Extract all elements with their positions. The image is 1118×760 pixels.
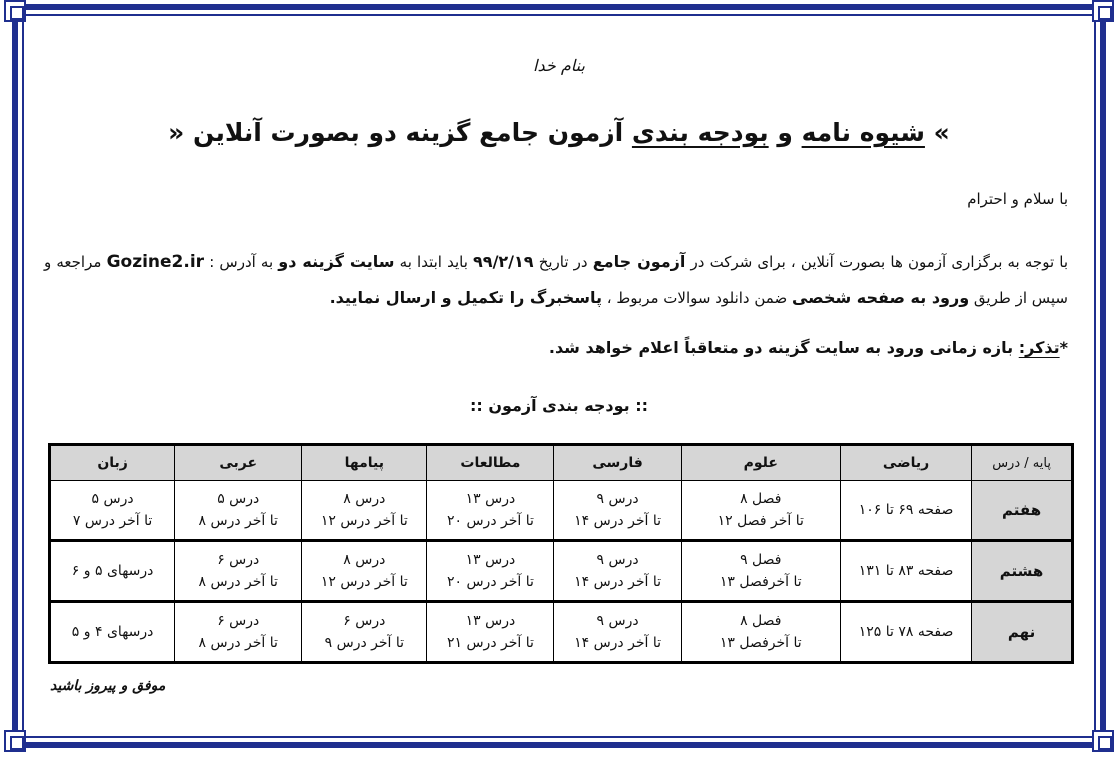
- table-cell: [427, 541, 554, 602]
- page-border-top-inner: [22, 14, 1096, 16]
- table-cell: [175, 541, 302, 602]
- table-cell: [840, 602, 971, 663]
- cell-line: تا آخرفصل ۱۳: [719, 574, 802, 590]
- cell-line: درس ۱۳: [465, 613, 516, 629]
- cell-line: درس ۹: [596, 491, 639, 507]
- title-part-3: آزمون جامع گزینه دو بصورت آنلاین: [184, 118, 632, 147]
- title-part-1: شیوه نامه: [801, 118, 925, 147]
- table-cell: [681, 602, 840, 663]
- cell-line: تا آخر درس ۱۲: [320, 574, 408, 590]
- header-english: زبان: [50, 445, 175, 481]
- cell-line: درس ۶: [343, 613, 386, 629]
- grade-cell: هفتم: [972, 481, 1073, 541]
- header-religious: پیامها: [302, 445, 427, 481]
- header-science: علوم: [681, 445, 840, 481]
- text-run: به آدرس :: [204, 253, 279, 271]
- grade-cell: هشتم: [972, 541, 1073, 602]
- bold-run: آزمون جامع: [592, 252, 686, 271]
- table-cell: [554, 541, 681, 602]
- cell-line: درس ۹: [596, 613, 639, 629]
- bold-run: سایت گزینه دو: [278, 252, 395, 271]
- table-cell: [175, 602, 302, 663]
- cell-line: فصل ۹: [740, 552, 782, 568]
- instructions-paragraph: [44, 244, 1068, 316]
- cell-line: فصل ۸: [740, 491, 782, 507]
- text-run: با توجه به برگزاری آزمون ها بصورت آنلاین ، برای شرکت در: [685, 253, 1069, 271]
- cell-line: صفحه ۸۳ تا ۱۳۱: [858, 563, 954, 579]
- text-run: ضمن دانلود سوالات مربوط ،: [602, 289, 792, 307]
- budget-table: [48, 443, 1074, 664]
- table-cell: [50, 602, 175, 663]
- closing-wish: موفق و پیروز باشید: [50, 678, 166, 694]
- header-grade-subject: پایه / درس: [972, 445, 1073, 481]
- table-cell: [302, 481, 427, 541]
- cell-line: درس ۱۳: [465, 552, 516, 568]
- cell-line: تا آخر درس ۲۱: [446, 635, 534, 651]
- cell-line: درس ۸: [343, 552, 386, 568]
- header-math: ریاضی: [840, 445, 971, 481]
- budget-title: :: بودجه بندی آزمون ::: [469, 396, 649, 415]
- cell-line: تا آخر درس ۸: [198, 574, 278, 590]
- page-border-bottom-inner: [22, 736, 1096, 738]
- corner-ornament-icon: [4, 0, 26, 22]
- cell-line: تا آخر درس ۱۴: [574, 574, 661, 590]
- bold-run: پاسخبرگ را تکمیل و ارسال نمایید.: [329, 288, 603, 307]
- page-border-bottom: [12, 742, 1106, 748]
- cell-line: صفحه ۷۸ تا ۱۲۵: [858, 624, 954, 640]
- table-cell: [302, 541, 427, 602]
- table-cell: [681, 481, 840, 541]
- site-address-link[interactable]: Gozine2.ir: [106, 252, 205, 272]
- cell-line: تا آخر درس ۱۴: [574, 635, 661, 651]
- page-border-left-inner: [22, 16, 24, 736]
- header-arabic: عربی: [175, 445, 302, 481]
- cell-line: تا آخر درس ۲۰: [446, 513, 534, 529]
- title-part-2: بودجه بندی: [631, 118, 769, 147]
- table-row: [50, 481, 1073, 541]
- table-cell: [427, 481, 554, 541]
- table-cell: [681, 541, 840, 602]
- corner-ornament-icon: [1092, 730, 1114, 752]
- text-run: باید ابتدا به: [394, 253, 474, 271]
- grade-cell: نهم: [972, 602, 1073, 663]
- budget-table-wrapper: [48, 443, 1074, 664]
- exam-date: ۹۹/۲/۱۹: [473, 252, 534, 271]
- cell-line: درسهای ۵ و ۶: [71, 563, 154, 579]
- corner-ornament-icon: [1092, 0, 1114, 22]
- table-cell: [50, 481, 175, 541]
- reminder-text: بازه زمانی ورود به سایت گزینه دو متعاقباً اعلام خواهد شد.: [548, 338, 1019, 357]
- page-border-top: [12, 4, 1106, 10]
- cell-line: درس ۵: [217, 491, 260, 507]
- page-border-left: [12, 10, 18, 744]
- cell-line: درس ۶: [217, 613, 260, 629]
- table-cell: [302, 602, 427, 663]
- cell-line: درس ۹: [596, 552, 639, 568]
- header-persian: فارسی: [554, 445, 681, 481]
- corner-ornament-icon: [4, 730, 26, 752]
- cell-line: تا آخر درس ۱۲: [320, 513, 408, 529]
- cell-line: درس ۸: [343, 491, 386, 507]
- cell-line: تا آخر فصل ۱۲: [717, 513, 804, 529]
- cell-line: صفحه ۶۹ تا ۱۰۶: [858, 502, 954, 518]
- page-border-right-inner: [1094, 16, 1096, 736]
- cell-line: تا آخر درس ۷: [72, 513, 153, 529]
- cell-line: تا آخرفصل ۱۳: [719, 635, 802, 651]
- header-social-studies: مطالعات: [427, 445, 554, 481]
- cell-line: فصل ۸: [740, 613, 782, 629]
- title-and: و: [768, 118, 802, 147]
- asterisk-icon: *: [1059, 338, 1068, 357]
- cell-line: درس ۶: [217, 552, 260, 568]
- table-cell: [840, 481, 971, 541]
- table-cell: [427, 602, 554, 663]
- table-cell: [50, 541, 175, 602]
- table-cell: [554, 481, 681, 541]
- title-open-quote: »: [933, 118, 950, 147]
- table-cell: [840, 541, 971, 602]
- table-cell: [175, 481, 302, 541]
- reminder-label: تذکر:: [1018, 338, 1060, 357]
- table-row: [50, 602, 1073, 663]
- table-cell: [554, 602, 681, 663]
- cell-line: تا آخر درس ۲۰: [446, 574, 534, 590]
- cell-line: درس ۱۳: [465, 491, 516, 507]
- table-header-row: [50, 445, 1073, 481]
- bismillah: بنام خدا: [533, 56, 585, 75]
- page-border-right: [1100, 10, 1106, 744]
- cell-line: تا آخر درس ۹: [324, 635, 405, 651]
- cell-line: درسهای ۴ و ۵: [71, 624, 154, 640]
- text-run: در تاریخ: [533, 253, 593, 271]
- reminder-note: [549, 338, 1068, 357]
- text-run: مراجعه و سپس از طریق: [44, 253, 1068, 307]
- cell-line: درس ۵: [91, 491, 134, 507]
- bold-run: ورود به صفحه شخصی: [791, 288, 970, 307]
- page-title: [40, 118, 1078, 147]
- greeting: با سلام و احترام: [967, 190, 1068, 208]
- cell-line: تا آخر درس ۸: [198, 635, 278, 651]
- cell-line: تا آخر درس ۱۴: [574, 513, 661, 529]
- cell-line: تا آخر درس ۸: [198, 513, 278, 529]
- title-close-quote: «: [168, 118, 185, 147]
- table-row: [50, 541, 1073, 602]
